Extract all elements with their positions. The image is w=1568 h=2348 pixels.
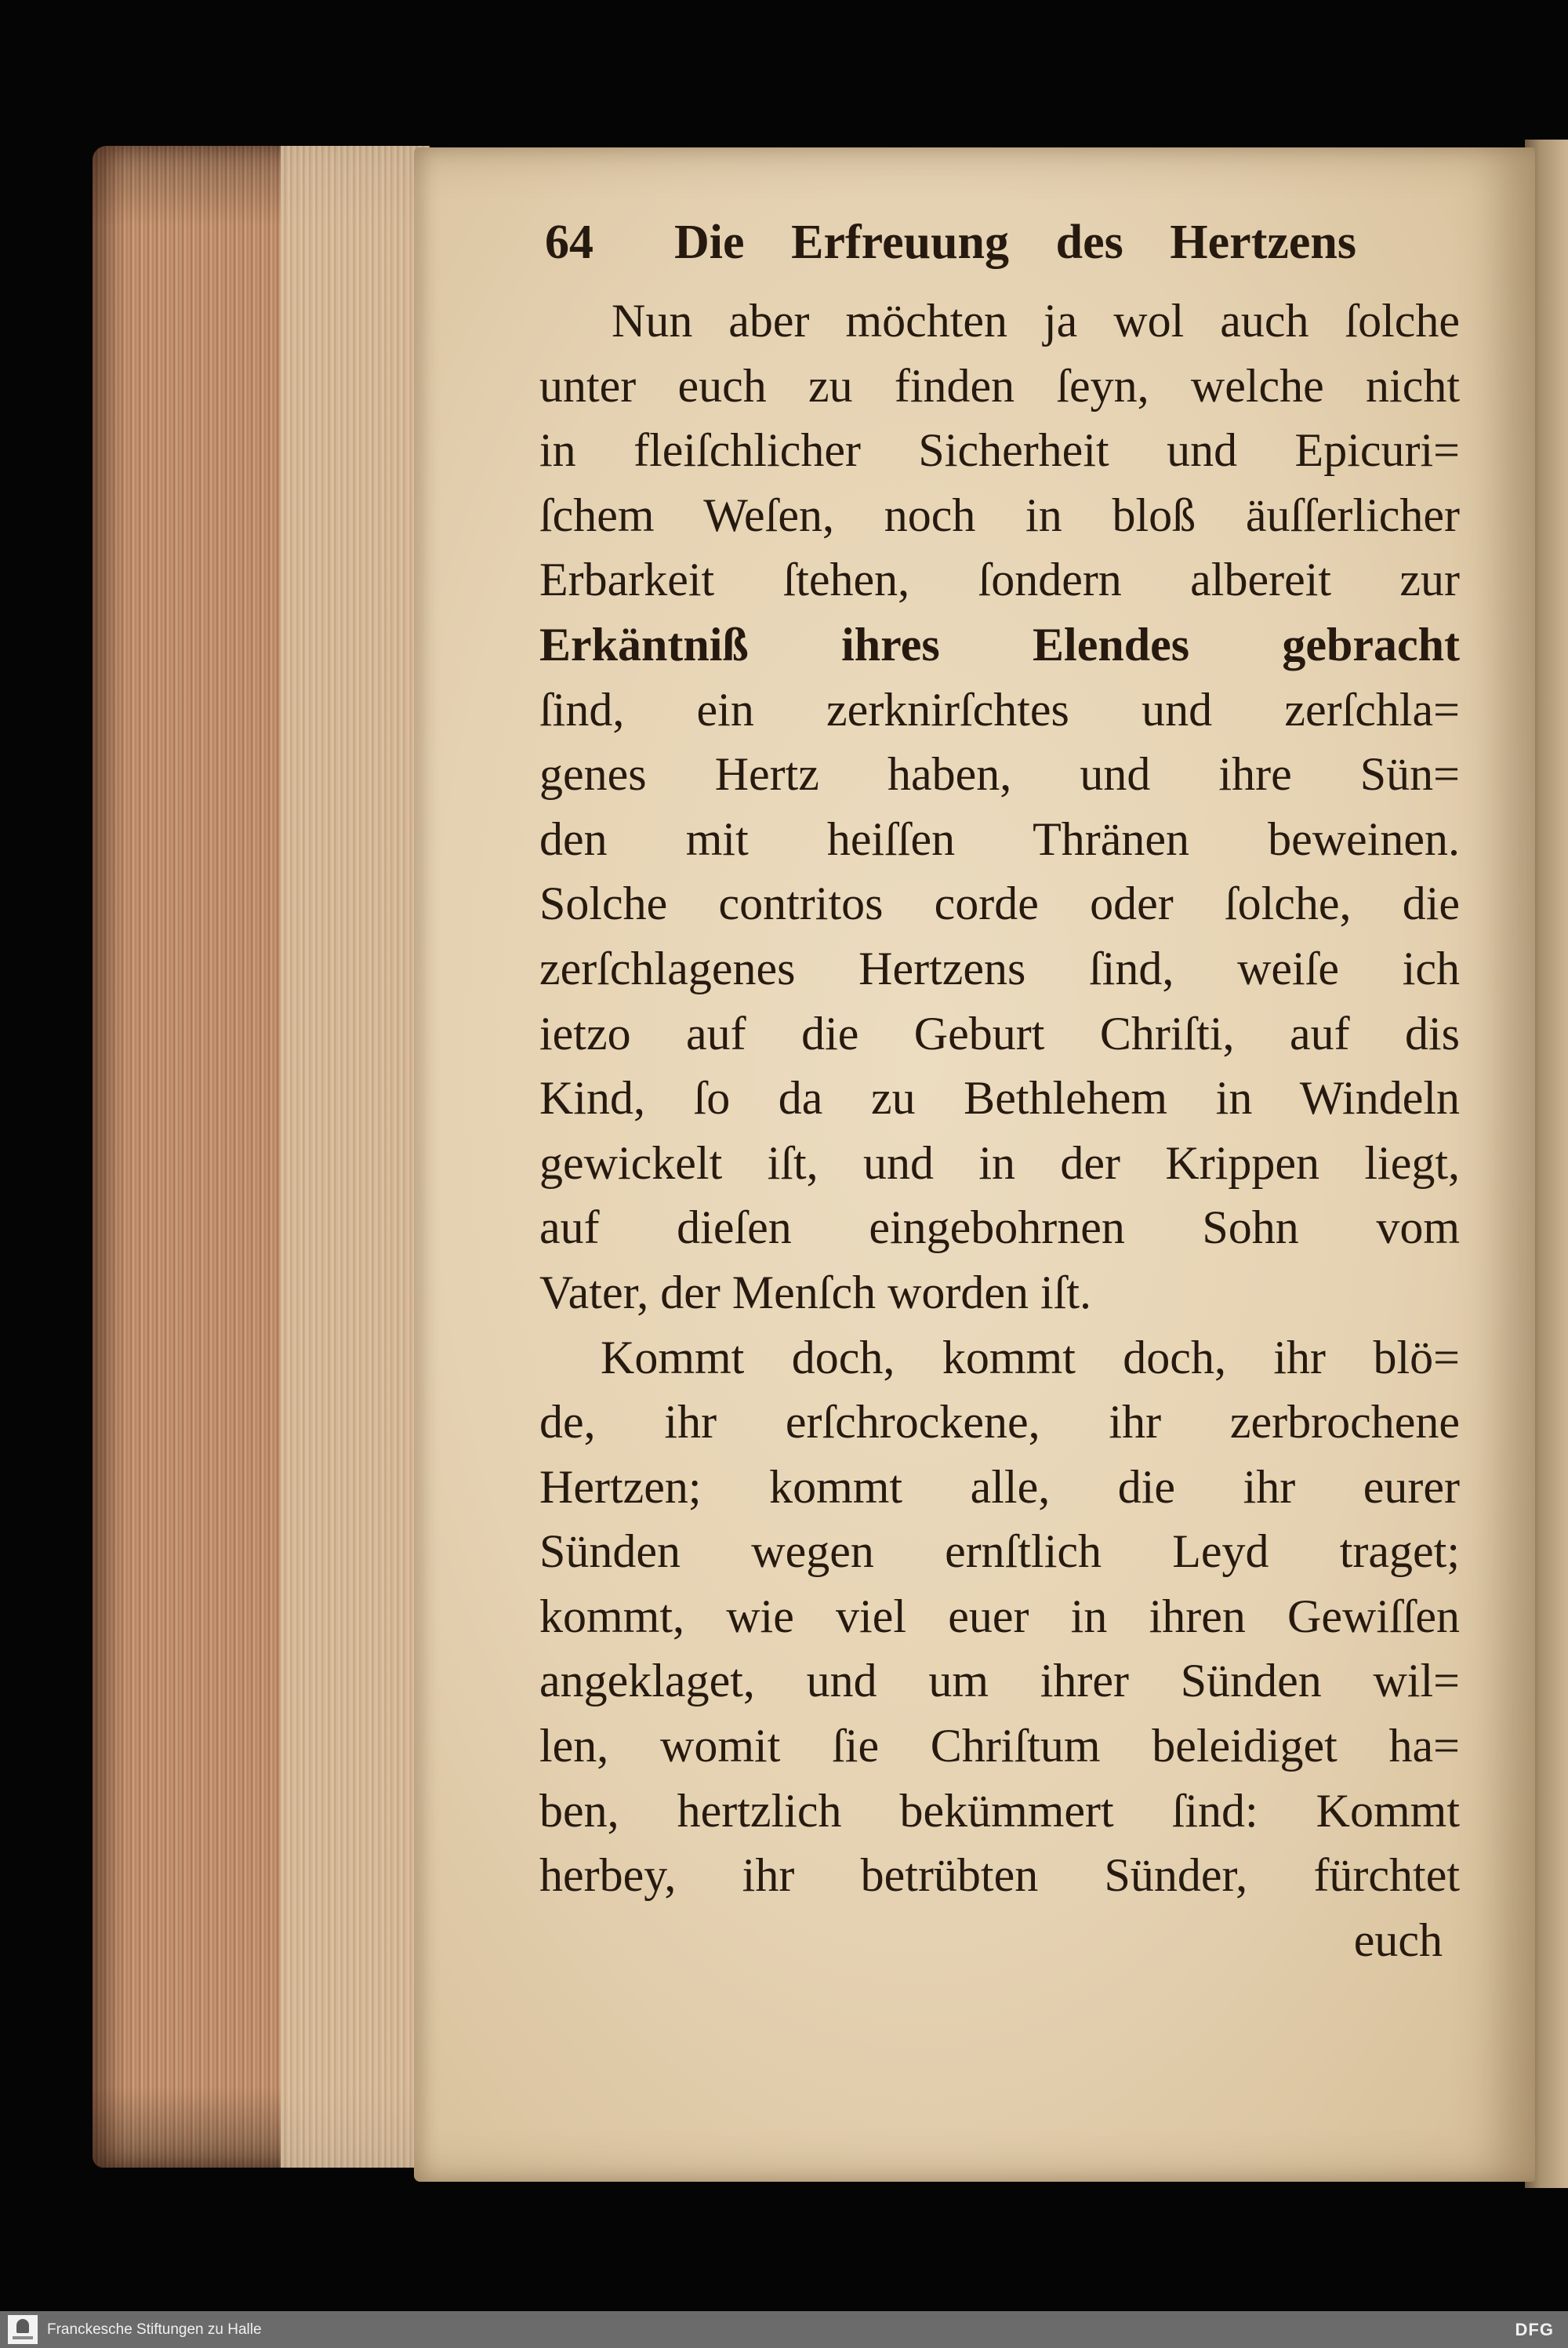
text-line: gewickelt iſt, und in der Krippen liegt, (539, 1136, 1460, 1189)
funder-logo: DFG (1515, 2320, 1554, 2339)
text-line: angeklaget, und um ihrer Sünden wil= (539, 1655, 1460, 1707)
institution-name: Franckesche Stiftungen zu Halle (47, 2321, 262, 2338)
text-line: Kind, ſo da zu Bethlehem in Windeln (539, 1072, 1460, 1125)
running-head (545, 213, 1360, 271)
text-line: den mit heiſſen Thränen beweinen. (539, 812, 1460, 865)
text-line: genes Hertz haben, und ihre Sün= (539, 748, 1460, 801)
book-page-edges-inner (281, 146, 430, 2168)
text-line: auf dieſen eingebohrnen Sohn vom (539, 1201, 1460, 1254)
emblem-shape (16, 2319, 29, 2333)
text-line: Solche contritos corde oder ſolche, die (539, 878, 1460, 930)
text-line: Hertzen; kommt alle, die ihr eurer (539, 1460, 1460, 1513)
text-line: kommt, wie viel euer in ihren Gewiſſen (539, 1590, 1460, 1642)
text-line: ſind, ein zerknirſchtes und zerſchla= (539, 683, 1460, 736)
text-line: de, ihr erſchrockene, ihr zerbrochene (539, 1396, 1460, 1448)
text-line: Vater, der Menſch worden iſt. (539, 1266, 1092, 1318)
catchword: euch (1353, 1914, 1443, 1966)
emblem-base (13, 2336, 33, 2339)
viewer-footer-bar (0, 2311, 1568, 2348)
text-line: zerſchlagenes Hertzens ſind, weiſe ich (539, 942, 1460, 994)
foundation-emblem-icon (8, 2315, 38, 2344)
page-number: 64 (545, 216, 593, 269)
book-page-edges (93, 146, 430, 2168)
text-line: Erkäntniß ihres Elendes gebracht (539, 618, 1460, 671)
page-text-block (539, 289, 1460, 1972)
text-line: unter euch zu finden ſeyn, welche nicht (539, 359, 1460, 412)
text-line: ben, hertzlich bekümmert ſind: Kommt (539, 1784, 1460, 1837)
text-line: ſchem Weſen, noch in bloß äuſſerlicher (539, 489, 1460, 541)
text-line: Nun aber möchten ja wol auch ſolche (612, 295, 1460, 347)
text-line: herbey, ihr betrübten Sünder, fürchtet (539, 1849, 1460, 1902)
text-line: Erbarkeit ſtehen, ſondern albereit zur (539, 554, 1460, 606)
text-line: len, womit ſie Chriſtum beleidiget ha= (539, 1720, 1460, 1772)
text-line: Sünden wegen ernſtlich Leyd traget; (539, 1525, 1460, 1578)
running-head-title: Die Erfreuung des Hertzens (674, 216, 1356, 269)
text-line: ietzo auf die Geburt Chriſti, auf dis (539, 1007, 1460, 1060)
text-line: in fleiſchlicher Sicherheit und Epicuri= (539, 424, 1460, 477)
text-line: Kommt doch, kommt doch, ihr blö= (601, 1331, 1460, 1383)
